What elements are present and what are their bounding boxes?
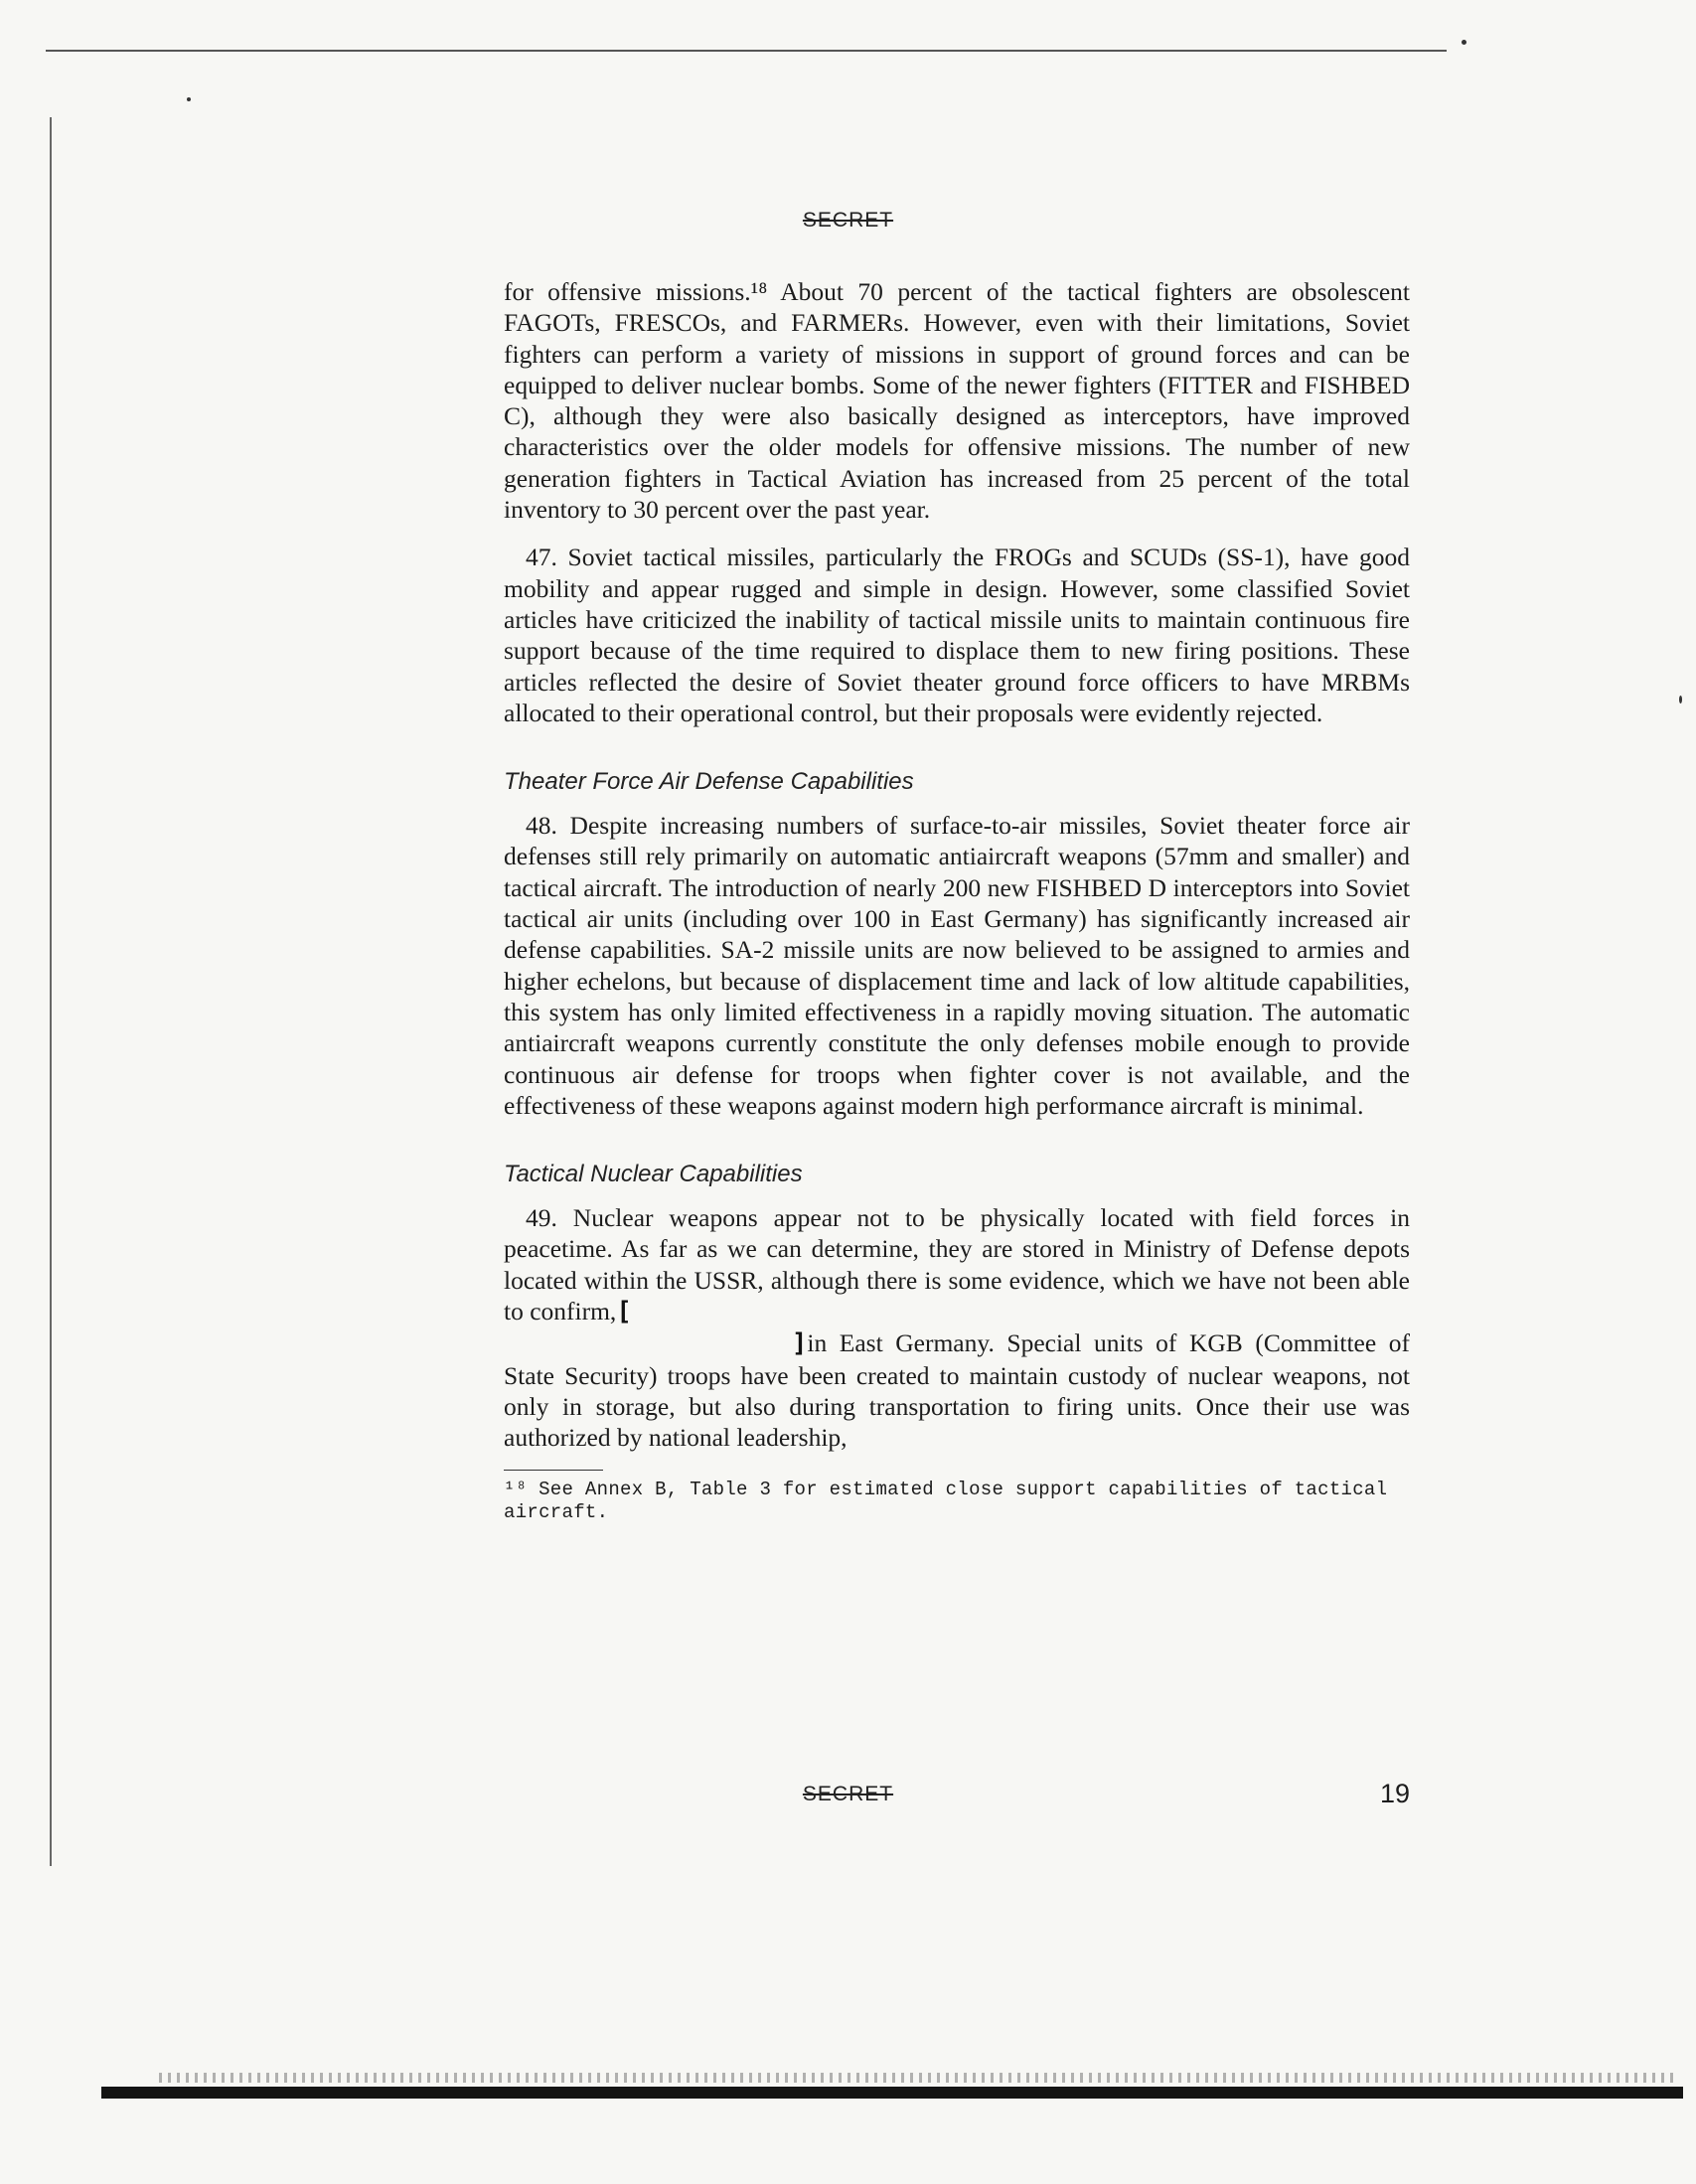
redaction-bracket-close: ] bbox=[792, 1328, 808, 1359]
footer-classification: SECRET bbox=[802, 1783, 894, 1805]
page-number: 19 bbox=[1380, 1779, 1411, 1808]
scan-top-rule bbox=[46, 50, 1447, 52]
scan-bottom-rule bbox=[101, 2087, 1683, 2099]
paragraph-49-text-b: in East Germany. Special units of KGB (Committee of State Security) troops have been created to maintain custody of nuclear weapons, not only in storage, but also during transportation to firing units. Once their use was authorized by national leadership, bbox=[504, 1328, 1410, 1453]
scan-speck bbox=[1462, 40, 1466, 45]
scan-bottom-noise bbox=[159, 2073, 1679, 2083]
footnote-18: ¹⁸ See Annex B, Table 3 for estimated close support capabilities of tactical aircraft. bbox=[504, 1479, 1388, 1523]
document-body bbox=[504, 276, 1410, 1524]
scan-speck bbox=[187, 97, 191, 101]
paragraph-48 bbox=[504, 810, 1410, 1121]
scan-speck bbox=[1679, 696, 1682, 703]
section-heading-air-defense: Theater Force Air Defense Capabilities bbox=[504, 768, 914, 796]
footnote-separator bbox=[504, 1470, 603, 1472]
paragraph-continued: for offensive missions.¹⁸ About 70 percent of the tactical fighters are obsolescent FAGOTs, FRESCOs, and FARMERs. However, even with their limitations, Soviet fighters can perform a variety of missions in support of ground forces and can be equipped to deliver nuclear bombs. Some of the newer fighters (FITTER and FISHBED C), although they were also basically designed as interceptors, have improved characteristics over the older models for offensive missions. The number of new generation fighters in Tactical Aviation has increased from 25 percent of the total inventory to 30 percent over the past year. bbox=[504, 277, 1410, 525]
redaction-bracket-open: [ bbox=[616, 1297, 632, 1327]
header-classification: SECRET bbox=[802, 209, 894, 232]
scan-left-edge bbox=[50, 117, 52, 1866]
paragraph-47-text: 47. Soviet tactical missiles, particularly the FROGs and SCUDs (SS-1), have good mobility and appear rugged and simple in design. However, some classified Soviet articles have criticized the inability of tactical missile units to maintain continuous fire support because of the time required to displace them to new firing positions. These articles reflected the desire of Soviet theater ground force officers to have MRBMs allocated to their operational control, but their proposals were evidently rejected. bbox=[504, 543, 1410, 727]
paragraph-48-text: 48. Despite increasing numbers of surface-to-air missiles, Soviet theater force air defenses still rely primarily on automatic antiaircraft weapons (57mm and smaller) and tactical aircraft. The introduction of nearly 200 new FISHBED D interceptors into Soviet tactical air units (including over 100 in East Germany) has significantly increased air defense capabilities. SA-2 missile units are now believed to be assigned to armies and higher echelons, but because of displacement time and lack of low altitude capabilities, this system has only limited effectiveness in a rapidly moving situation. The automatic antiaircraft weapons currently constitute the only defenses mobile enough to provide continuous air defense for troops when fighter cover is not available, and the effectiveness of these weapons against modern high performance aircraft is minimal. bbox=[504, 811, 1410, 1120]
paragraph-49-text-a: 49. Nuclear weapons appear not to be physically located with field forces in peacetime. As far as we can determine, they are stored in Ministry of Defense depots located within the USSR, although there is some evidence, which we have not been able to confirm, bbox=[504, 1203, 1410, 1326]
section-heading-nuclear: Tactical Nuclear Capabilities bbox=[504, 1161, 803, 1188]
paragraph-47 bbox=[504, 542, 1410, 728]
paragraph-49 bbox=[504, 1202, 1410, 1453]
